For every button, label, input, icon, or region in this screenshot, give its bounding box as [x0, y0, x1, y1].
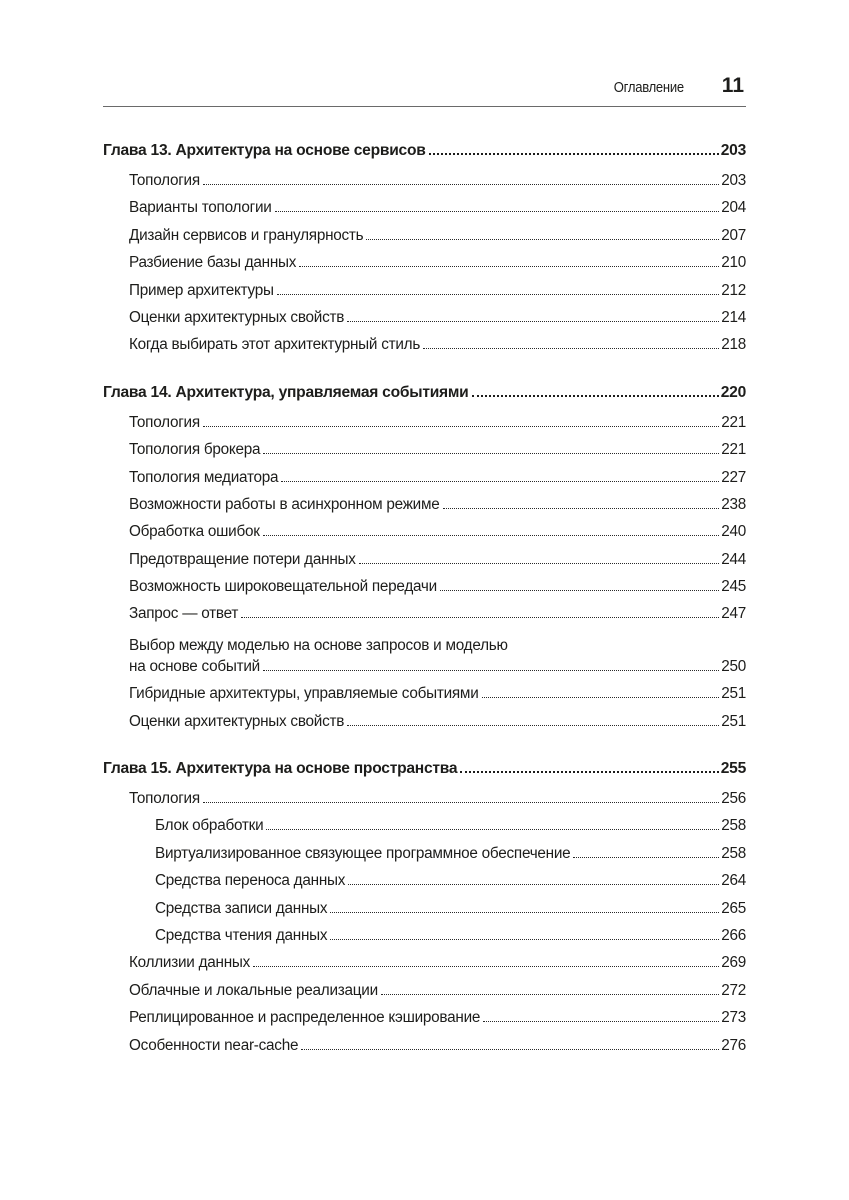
page-number: 11	[721, 74, 744, 97]
toc-entry[interactable]	[103, 1037, 746, 1064]
entry-page: 258	[721, 817, 746, 835]
entry-page: 245	[721, 578, 746, 596]
toc-entry[interactable]	[103, 441, 746, 468]
entry-page: 203	[721, 172, 746, 189]
entry-label: Оценки архитектурных свойств	[129, 308, 345, 326]
entry-label-line2: на основе событий	[129, 657, 260, 675]
toc-entry[interactable]	[103, 551, 746, 578]
dot-leader	[348, 884, 719, 885]
entry-page: 251	[721, 685, 746, 703]
toc-entry[interactable]	[103, 199, 746, 226]
entry-label: Средства записи данных	[155, 899, 328, 917]
dot-leader	[443, 508, 720, 509]
toc-entry-multiline[interactable]	[103, 633, 746, 685]
dot-leader	[330, 912, 719, 913]
entry-page: 273	[721, 1009, 746, 1027]
entry-page: 264	[721, 872, 746, 890]
dot-leader	[301, 1049, 719, 1050]
entry-page: 240	[721, 523, 746, 541]
toc-entry[interactable]	[103, 282, 746, 309]
dot-leader	[423, 348, 719, 349]
dot-leader	[203, 802, 719, 803]
toc-entry[interactable]	[103, 469, 746, 496]
entry-page: 212	[721, 281, 746, 299]
toc-entry[interactable]	[103, 578, 746, 605]
chapter-heading[interactable]	[103, 384, 746, 414]
entry-label: Топология	[129, 172, 200, 189]
entry-continuation	[129, 658, 746, 685]
dot-leader	[277, 294, 719, 295]
toc-entry[interactable]	[103, 254, 746, 281]
entry-label: Дизайн сервисов и гранулярность	[129, 226, 364, 244]
dot-leader	[241, 617, 719, 618]
entry-page: 214	[721, 308, 746, 326]
entry-label: Гибридные архитектуры, управляемые событиями	[129, 685, 479, 703]
chapter-title: Глава 15. Архитектура на основе пространства	[103, 760, 458, 778]
entry-label: Топология медиатора	[129, 468, 279, 486]
chapter-title: Глава 14. Архитектура, управляемая событиями	[103, 383, 469, 401]
toc-entry[interactable]	[103, 309, 746, 336]
table-of-contents	[103, 142, 746, 1084]
entry-label-line1: Выбор между моделью на основе запросов и моделью	[129, 636, 508, 654]
dot-leader	[253, 966, 719, 967]
entry-label: Особенности near-cache	[129, 1036, 299, 1054]
toc-subentry[interactable]	[103, 900, 746, 927]
chapter-13	[103, 142, 746, 364]
dot-leader	[266, 829, 719, 830]
entry-label: Возможность широковещательной передачи	[129, 578, 437, 596]
entry-page: 250	[721, 657, 746, 675]
toc-entry[interactable]	[103, 605, 746, 632]
chapter-14	[103, 384, 746, 740]
dot-leader	[347, 321, 719, 322]
entry-page: 221	[721, 413, 746, 431]
dot-leader	[263, 535, 720, 536]
entry-page: 266	[721, 926, 746, 944]
dot-leader	[472, 395, 719, 397]
dot-leader	[263, 453, 719, 454]
entry-page: 238	[721, 495, 746, 513]
entry-page: 244	[721, 550, 746, 568]
dot-leader	[299, 266, 719, 267]
entry-page: 272	[721, 981, 746, 999]
toc-subentry[interactable]	[103, 927, 746, 954]
dot-leader	[203, 184, 719, 185]
dot-leader	[366, 239, 719, 240]
toc-entry[interactable]	[103, 982, 746, 1009]
dot-leader	[359, 563, 720, 564]
toc-entry[interactable]	[103, 336, 746, 363]
dot-leader	[573, 857, 719, 858]
chapter-heading[interactable]	[103, 760, 746, 790]
entry-label: Разбиение базы данных	[129, 254, 297, 272]
toc-entry[interactable]	[103, 172, 746, 199]
entry-label: Возможности работы в асинхронном режиме	[129, 495, 440, 513]
entry-label: Варианты топологии	[129, 199, 272, 217]
toc-subentry[interactable]	[103, 845, 746, 872]
entry-label: Топология	[129, 790, 200, 808]
chapter-title: Глава 13. Архитектура на основе сервисов	[103, 142, 426, 159]
dot-leader	[263, 670, 719, 671]
entry-label: Реплицированное и распределенное кэширование	[129, 1009, 481, 1027]
entry-label: Оценки архитектурных свойств	[129, 712, 345, 730]
chapter-page: 220	[720, 383, 746, 401]
chapter-heading[interactable]	[103, 142, 746, 172]
toc-subentry[interactable]	[103, 817, 746, 844]
entry-label: Блок обработки	[155, 817, 264, 835]
entry-label: Пример архитектуры	[129, 281, 274, 299]
entry-label: Когда выбирать этот архитектурный стиль	[129, 336, 421, 354]
entry-page: 256	[721, 790, 746, 808]
entry-page: 227	[721, 468, 746, 486]
dot-leader	[281, 481, 719, 482]
dot-leader	[429, 153, 719, 155]
toc-entry[interactable]	[103, 685, 746, 712]
toc-entry[interactable]	[103, 496, 746, 523]
entry-page: 265	[721, 899, 746, 917]
entry-label: Предотвращение потери данных	[129, 550, 356, 568]
entry-label: Топология брокера	[129, 441, 261, 459]
entry-label: Средства переноса данных	[155, 872, 346, 890]
entry-label: Запрос — ответ	[129, 605, 239, 623]
entry-page: 210	[721, 254, 746, 272]
dot-leader	[347, 725, 719, 726]
entry-label: Обработка ошибок	[129, 523, 260, 541]
entry-page: 221	[721, 441, 746, 459]
chapter-15	[103, 760, 746, 1064]
dot-leader	[203, 426, 719, 427]
entry-page: 276	[721, 1036, 746, 1054]
dot-leader	[275, 211, 720, 212]
chapter-page: 255	[720, 760, 746, 778]
entry-label: Коллизии данных	[129, 954, 251, 972]
entry-page: 204	[721, 199, 746, 217]
toc-entry[interactable]	[103, 523, 746, 550]
entry-label: Средства чтения данных	[155, 926, 328, 944]
entry-page: 218	[721, 336, 746, 354]
dot-leader	[440, 590, 719, 591]
dot-leader	[330, 939, 719, 940]
entry-page: 207	[721, 226, 746, 244]
toc-entry[interactable]	[103, 227, 746, 254]
toc-entry[interactable]	[103, 790, 746, 817]
dot-leader	[460, 771, 718, 773]
toc-subentry[interactable]	[103, 872, 746, 899]
toc-entry[interactable]	[103, 713, 746, 740]
toc-entry[interactable]	[103, 414, 746, 441]
dot-leader	[482, 697, 720, 698]
running-header	[103, 74, 746, 107]
dot-leader	[483, 1021, 719, 1022]
entry-page: 258	[721, 844, 746, 862]
entry-label: Топология	[129, 413, 200, 431]
toc-entry[interactable]	[103, 1009, 746, 1036]
entry-page: 247	[721, 605, 746, 623]
toc-entry[interactable]	[103, 954, 746, 981]
entry-page: 251	[721, 712, 746, 730]
entry-label: Облачные и локальные реализации	[129, 981, 378, 999]
entry-label: Виртуализированное связующее программное обеспечение	[155, 844, 571, 862]
dot-leader	[381, 994, 719, 995]
running-header-title: Оглавление	[613, 80, 684, 96]
chapter-page: 203	[720, 142, 746, 159]
entry-page: 269	[721, 954, 746, 972]
